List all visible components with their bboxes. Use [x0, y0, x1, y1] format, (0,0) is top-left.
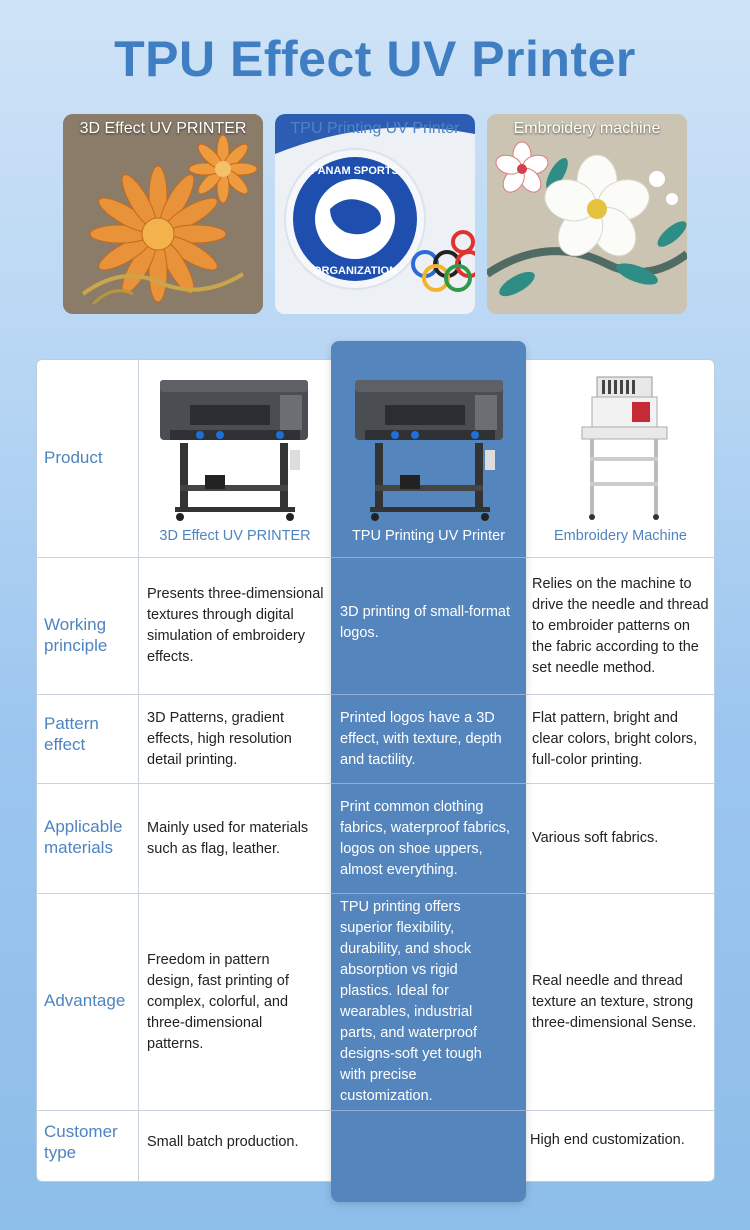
- customer-cell: High end customization.: [530, 1131, 685, 1148]
- row-label-working-principle: Working principle: [44, 615, 108, 655]
- photo-embroidery: [487, 114, 687, 314]
- svg-text:ORGANIZATION: ORGANIZATION: [312, 265, 398, 277]
- page-title: TPU Effect UV Printer: [114, 31, 636, 87]
- svg-text:PANAM SPORTS: PANAM SPORTS: [311, 165, 399, 177]
- row-label-product: Product: [44, 448, 103, 467]
- uv-printer-image-icon: [150, 375, 315, 523]
- column-divider: [138, 359, 139, 1182]
- working-cell: Presents three-dimensional textures through digital simulation of embroidery effects.: [147, 586, 324, 665]
- photo-3d-effect: [63, 114, 263, 314]
- working-cell: Relies on the machine to drive the needle and thread to embroider patterns on the fabric according to the set needle method.: [532, 575, 709, 676]
- pattern-cell: Flat pattern, bright and clear colors, bright colors, full-color printing.: [532, 709, 698, 768]
- embroidered-blossom-photo-icon: [487, 114, 687, 314]
- product-name: Embroidery Machine: [554, 528, 687, 544]
- embroidery-machine-image-icon: [572, 372, 672, 522]
- row-label-customer-type: Customer type: [44, 1122, 118, 1162]
- advantage-cell: TPU printing offers superior flexibility, durability, and shock absorption vs rigid plastics. Ideal for wearables, industrial parts, and waterproof designs-soft yet tough with precise customization.: [340, 899, 482, 1104]
- advantage-cell: Freedom in pattern design, fast printing of complex, colorful, and three-dimensional patterns.: [147, 951, 289, 1052]
- tpu-printer-image-icon: [345, 375, 510, 523]
- row-divider: [331, 1110, 526, 1111]
- pattern-cell: Printed logos have a 3D effect, with texture, depth and tactility.: [340, 709, 502, 768]
- photo-caption: 3D Effect UV PRINTER: [79, 120, 247, 137]
- row-label-advantage: Advantage: [44, 991, 126, 1010]
- materials-cell: Various soft fabrics.: [532, 830, 659, 846]
- product-name: TPU Printing UV Printer: [351, 528, 506, 544]
- product-name: 3D Effect UV PRINTER: [159, 528, 311, 544]
- photo-caption: Embroidery machine: [513, 120, 661, 137]
- working-cell: 3D printing of small-format logos.: [340, 604, 511, 641]
- advantage-cell: Real needle and thread texture an texture, strong three-dimensional Sense.: [532, 972, 697, 1031]
- embroidered-flower-photo-icon: [63, 114, 263, 314]
- row-label-applicable-materials: Applicable materials: [44, 817, 123, 857]
- photo-caption: TPU Printing UV Printer: [290, 120, 460, 137]
- materials-cell: Print common clothing fabrics, waterproof fabrics, logos on shoe uppers, almost everything.: [340, 798, 511, 878]
- photo-tpu-printing: [275, 114, 475, 314]
- customer-cell: Small batch production.: [147, 1133, 299, 1150]
- row-label-pattern-effect: Pattern effect: [44, 714, 99, 754]
- pattern-cell: 3D Patterns, gradient effects, high resolution detail printing.: [147, 709, 292, 768]
- tpu-logo-patch-photo-icon: [275, 114, 475, 314]
- materials-cell: Mainly used for materials such as flag, leather.: [147, 819, 309, 857]
